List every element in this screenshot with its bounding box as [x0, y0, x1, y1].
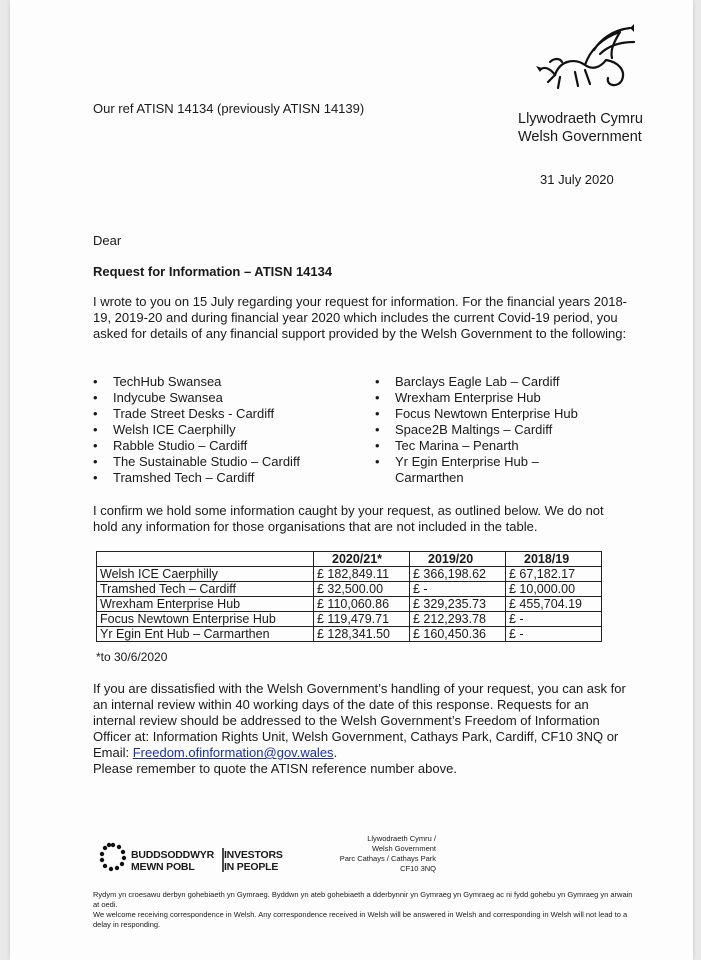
organisation-list-item: • Tramshed Tech – Cardiff: [93, 470, 300, 486]
organisation-list-item: • Yr Egin Enterprise Hub – Carmarthen: [375, 454, 578, 486]
address-line: Parc Cathays / Cathays Park: [339, 854, 436, 863]
table-amount-cell: £ 32,500.00: [314, 582, 410, 597]
table-amount-cell: £ 67,182.17: [506, 567, 602, 582]
table-org-cell: Welsh ICE Caerphilly: [97, 567, 314, 582]
table-amount-cell: £ 329,235.73: [410, 597, 506, 612]
table-row: [97, 627, 602, 642]
table-header-cell: [97, 552, 314, 567]
organisation-english: Welsh Government: [518, 129, 642, 145]
table-amount-cell: £ 366,198.62: [410, 567, 506, 582]
table-row: [97, 567, 602, 582]
table-amount-cell: £ -: [506, 612, 602, 627]
table-row: [97, 612, 602, 627]
organisation-list-item: • Focus Newtown Enterprise Hub: [375, 406, 578, 422]
remember-text: Please remember to quote the ATISN reference number above.: [93, 761, 457, 776]
address-line: Llywodraeth Cymru /: [367, 834, 436, 843]
our-reference: Our ref ATISN 14134 (previously ATISN 14139): [93, 101, 365, 116]
organisation-list-item: • Wrexham Enterprise Hub: [375, 390, 578, 406]
language-notice: [93, 890, 633, 930]
subject-line: Request for Information – ATISN 14134: [93, 264, 333, 279]
table-header-cell: 2019/20: [410, 552, 506, 567]
table-amount-cell: £ -: [410, 582, 506, 597]
table-org-cell: Wrexham Enterprise Hub: [97, 597, 314, 612]
table-amount-cell: £ 212,293.78: [410, 612, 506, 627]
organisation-list-item: • Tec Marina – Penarth: [375, 438, 578, 454]
salutation: Dear: [93, 233, 122, 248]
table-amount-cell: £ 182,849.11: [314, 567, 410, 582]
address-line: CF10 3NQ: [400, 864, 436, 873]
letter-page: [10, 0, 693, 960]
organisation-list-item: • Space2B Maltings – Cardiff: [375, 422, 578, 438]
organisation-list-item: • Indycube Swansea: [93, 390, 300, 406]
iip-label: [131, 849, 283, 873]
table-footnote: *to 30/6/2020: [96, 650, 168, 664]
iip-welsh: BUDDSODDWYR MEWN POBL: [131, 849, 214, 873]
organisation-list-item: • Trade Street Desks - Cardiff: [93, 406, 300, 422]
address-line: Welsh Government: [371, 844, 436, 853]
financial-support-table: [96, 551, 602, 642]
organisation-list-item: • The Sustainable Studio – Cardiff: [93, 454, 300, 470]
organisation-list-item: • Barclays Eagle Lab – Cardiff: [375, 374, 578, 390]
letter-date: 31 July 2020: [540, 172, 614, 187]
organisation-welsh: Llywodraeth Cymru: [518, 111, 643, 127]
review-text: If you are dissatisfied with the Welsh Government’s handling of your request, you can ask for an internal review within 40 working days of the date of this response. Requests for an internal review should be addressed to the Welsh Government’s Freedom of Information Officer at: Information Rights Unit, Welsh Government, Cathays Park, Cardiff, CF10 3NQ or Email:: [93, 681, 626, 760]
footer-address: [316, 834, 436, 874]
table-amount-cell: £ 119,479.71: [314, 612, 410, 627]
table-amount-cell: £ 110,060.86: [314, 597, 410, 612]
organisation-name: [518, 110, 643, 146]
table-header-cell: 2018/19: [506, 552, 602, 567]
table-amount-cell: £ -: [506, 627, 602, 642]
table-row: [97, 597, 602, 612]
organisation-list-item: • Rabble Studio – Cardiff: [93, 438, 300, 454]
intro-paragraph: I wrote to you on 15 July regarding your request for information. For the financial years 2018-19, 2019-20 and during financial year 2020 which includes the current Covid-19 period, you asked for details of any financial support provided by the Welsh Government to the following:: [93, 294, 628, 341]
table-org-cell: Focus Newtown Enterprise Hub: [97, 612, 314, 627]
table-row: [97, 582, 602, 597]
organisation-list-item: • Welsh ICE Caerphilly: [93, 422, 300, 438]
english-notice: We welcome receiving correspondence in Welsh. Any correspondence received in Welsh will be answered in Welsh and corresponding in Welsh will not lead to a delay in responding.: [93, 910, 628, 929]
welsh-notice: Rydym yn croesawu derbyn gohebiaeth yn Gymraeg. Byddwn yn ateb gohebiaeth a dderbynnir yn Gymraeg yn Gymraeg ac ni fydd gohebu yn Gymraeg yn arwain at oedi.: [93, 890, 633, 909]
table-amount-cell: £ 160,450.36: [410, 627, 506, 642]
table-amount-cell: £ 455,704.19: [506, 597, 602, 612]
review-tail: .: [333, 745, 338, 760]
table-amount-cell: £ 10,000.00: [506, 582, 602, 597]
foi-email-link[interactable]: Freedom.ofinformation@gov.wales: [132, 745, 334, 760]
iip-english: INVESTORS IN PEOPLE: [223, 849, 283, 873]
review-paragraph: [93, 681, 628, 777]
organisation-list-left: [93, 374, 300, 486]
organisation-list-item: • TechHub Swansea: [93, 374, 300, 390]
table-org-cell: Yr Egin Ent Hub – Carmarthen: [97, 627, 314, 642]
table-org-cell: Tramshed Tech – Cardiff: [97, 582, 314, 597]
table-header-row: [97, 552, 602, 567]
table-header-cell: 2020/21*: [314, 552, 410, 567]
table-body: [97, 567, 602, 642]
welsh-dragon-icon: [530, 20, 640, 100]
table-amount-cell: £ 128,341.50: [314, 627, 410, 642]
organisation-list-right: [375, 374, 578, 486]
confirm-paragraph: I confirm we hold some information caught by your request, as outlined below. We do not hold any information for those organisations that are not included in the table.: [93, 503, 604, 534]
